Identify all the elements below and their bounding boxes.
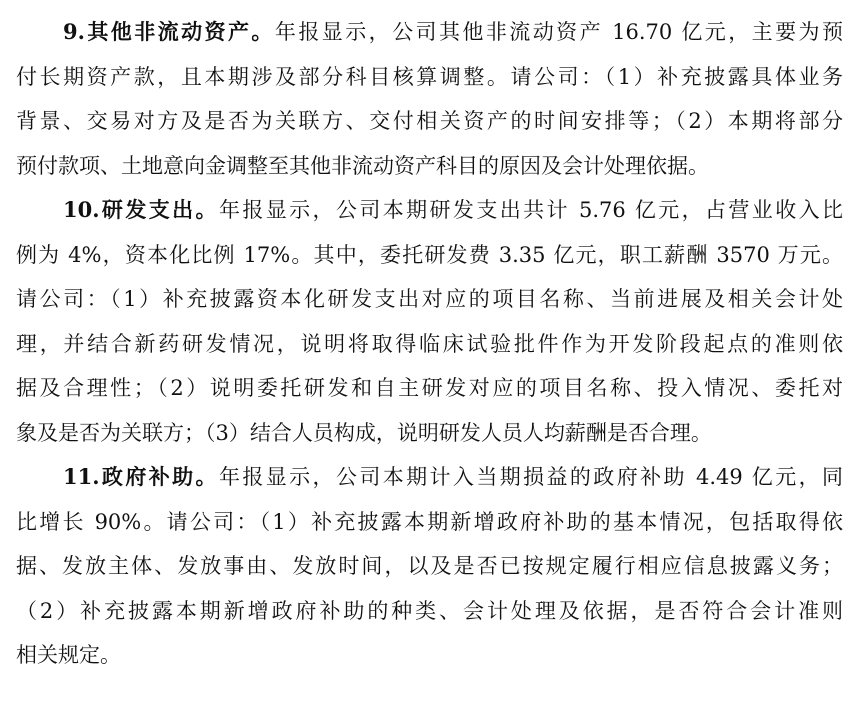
- section-9-line-1: [16, 10, 843, 55]
- section-10-line-6: 象及是否为关联方；（3）结合人员构成，说明研发人员人均薪酬是否合理。: [16, 420, 712, 445]
- section-11-text-1: 年报显示，公司本期计入当期损益的政府补助 4.49 亿元，同: [218, 465, 843, 489]
- section-10-line-4: 理，并结合新药研发情况，说明将取得临床试验批件作为开发阶段起点的准则依: [16, 331, 843, 356]
- section-10-line-1: [16, 188, 843, 233]
- section-11-line-5: 相关规定。: [16, 643, 121, 667]
- section-9-text-1: 年报显示，公司其他非流动资产 16.70 亿元，主要为预: [274, 20, 843, 44]
- section-11-heading: 11.政府补助。: [63, 464, 219, 489]
- section-10-heading: 10.研发支出。: [63, 197, 219, 222]
- section-11-line-2: 比增长 90%。请公司：（1）补充披露本期新增政府补助的基本情况，包括取得依: [16, 509, 843, 534]
- section-11-line-4: （2）补充披露本期新增政府补助的种类、会计处理及依据，是否符合会计准则: [16, 598, 843, 623]
- section-9-line-3: 背景、交易对方及是否为关联方、交付相关资产的时间安排等；（2）本期将部分: [16, 109, 843, 133]
- section-9-line-4: 预付款项、土地意向金调整至其他非流动资产科目的原因及会计处理依据。: [16, 153, 709, 178]
- section-10-text-1: 年报显示，公司本期研发支出共计 5.76 亿元，占营业收入比: [218, 198, 843, 222]
- section-10-line-3: 请公司：（1）补充披露资本化研发支出对应的项目名称、当前进展及相关会计处: [16, 287, 843, 311]
- section-9-line-2: 付长期资产款，且本期涉及部分科目核算调整。请公司：（1）补充披露具体业务: [16, 64, 843, 89]
- section-11-line-3: 据、发放主体、发放事由、发放时间，以及是否已按规定履行相应信息披露义务；: [16, 554, 843, 578]
- section-10-line-2: 例为 4%，资本化比例 17%。其中，委托研发费 3.35 亿元，职工薪酬 3570 万元。: [16, 242, 843, 267]
- section-11-line-1: [16, 455, 843, 500]
- section-10-line-5: 据及合理性；（2）说明委托研发和自主研发对应的项目名称、投入情况、委托对: [16, 376, 843, 400]
- section-9-heading: 9.其他非流动资产。: [63, 19, 275, 44]
